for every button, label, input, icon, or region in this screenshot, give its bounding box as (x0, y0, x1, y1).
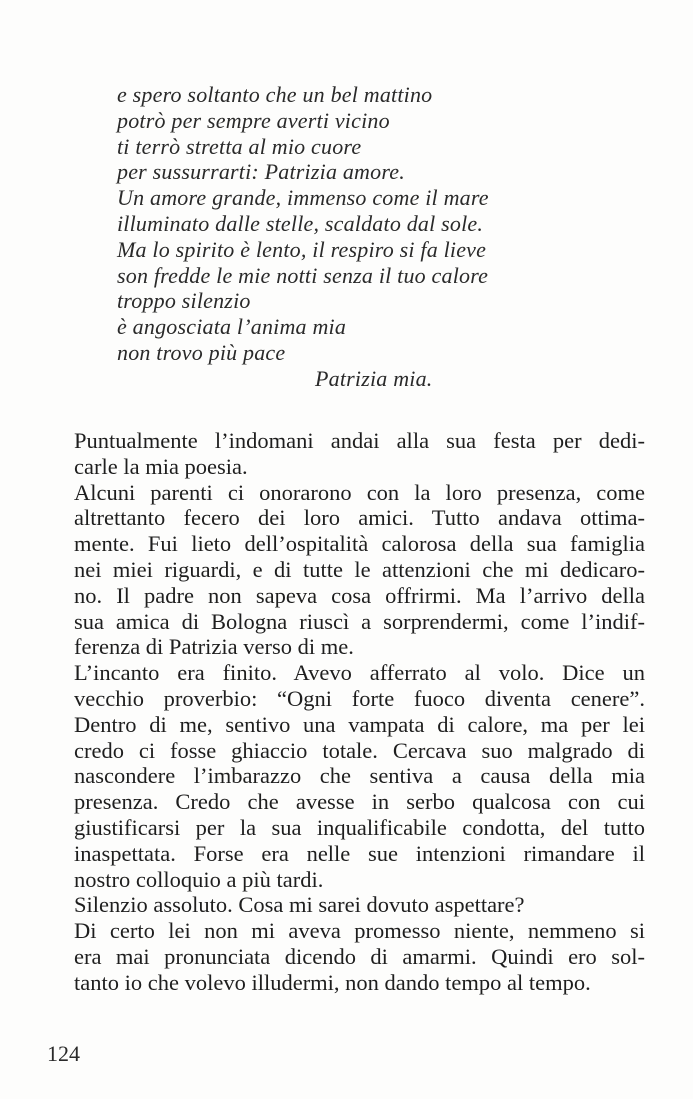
paragraph (47, 480, 645, 661)
text-line: presenza. Credo che avesse in serbo qualcosa con cui (74, 789, 645, 815)
text-line: no. Il padre non sapeva cosa offrirmi. Ma l’arrivo della (74, 582, 645, 608)
poem-verse: illuminato dalle stelle, scaldato dal sole. (117, 210, 484, 236)
text-line: Alcuni parenti ci onorarono con la loro presenza, come (74, 479, 645, 505)
text-line: Puntualmente l’indomani andai alla sua festa per dedi- (74, 428, 645, 453)
poem-block (117, 82, 567, 392)
page-number: 124 (47, 1041, 80, 1066)
poem-verse: potrò per sempre averti vicino (117, 107, 390, 133)
paragraph (47, 428, 645, 480)
poem-verse: non trovo più pace (117, 339, 286, 365)
poem-signoff: Patrizia mia. (315, 365, 433, 391)
text-line: L’incanto era finito. Avevo afferrato al volo. Dice un (74, 660, 645, 686)
text-line: vecchio proverbio: “Ogni forte fuoco diventa cenere”. (74, 685, 645, 711)
poem-verse: è angosciata l’anima mia (117, 314, 347, 340)
prose-body (47, 428, 645, 996)
text-line: tanto io che volevo illudermi, non dando tempo al tempo. (74, 969, 591, 995)
text-line: sua amica di Bologna riuscì a sorprendermi, come l’indif- (74, 608, 645, 634)
text-line: nostro colloquio a più tardi. (74, 866, 324, 892)
poem-verse: Un amore grande, immenso come il mare (117, 185, 489, 211)
poem-verse: e spero soltanto che un bel mattino (117, 82, 433, 107)
text-line: nascondere l’imbarazzo che sentiva a causa della mia (74, 763, 645, 789)
poem-verse: ti terrò stretta al mio cuore (117, 133, 362, 159)
poem-verse: son fredde le mie notti senza il tuo calore (117, 262, 489, 288)
text-line: inaspettata. Forse era nelle sue intenzioni rimandare il (74, 840, 645, 866)
poem-verse: per sussurrarti: Patrizia amore. (117, 159, 405, 185)
text-line: mente. Fui lieto dell’ospitalità calorosa della sua famiglia (74, 531, 645, 557)
text-line: carle la mia poesia. (74, 453, 248, 479)
text-line: nei miei riguardi, e di tutte le attenzioni che mi dedicaro- (74, 556, 645, 582)
text-line: credo ci fosse ghiaccio totale. Cercava suo malgrado di (74, 737, 645, 763)
text-line: Di certo lei non mi aveva promesso niente, nemmeno si (74, 918, 645, 944)
text-line: era mai pronunciata dicendo di amarmi. Quindi ero sol- (74, 943, 645, 969)
text-line: Dentro di me, sentivo una vampata di calore, ma per lei (74, 711, 645, 737)
text-line: Silenzio assoluto. Cosa mi sarei dovuto aspettare? (74, 892, 525, 918)
poem-verse: Ma lo spirito è lento, il respiro si fa lieve (117, 236, 487, 262)
text-line: ferenza di Patrizia verso di me. (74, 634, 354, 660)
paragraph (47, 918, 645, 995)
poem-verse: troppo silenzio (117, 288, 251, 314)
text-line: giustificarsi per la sua inqualificabile condotta, del tutto (74, 814, 645, 840)
text-line: altrettanto fecero dei loro amici. Tutto andava ottima- (74, 505, 645, 531)
paragraph (47, 660, 645, 892)
paragraph (47, 892, 645, 918)
